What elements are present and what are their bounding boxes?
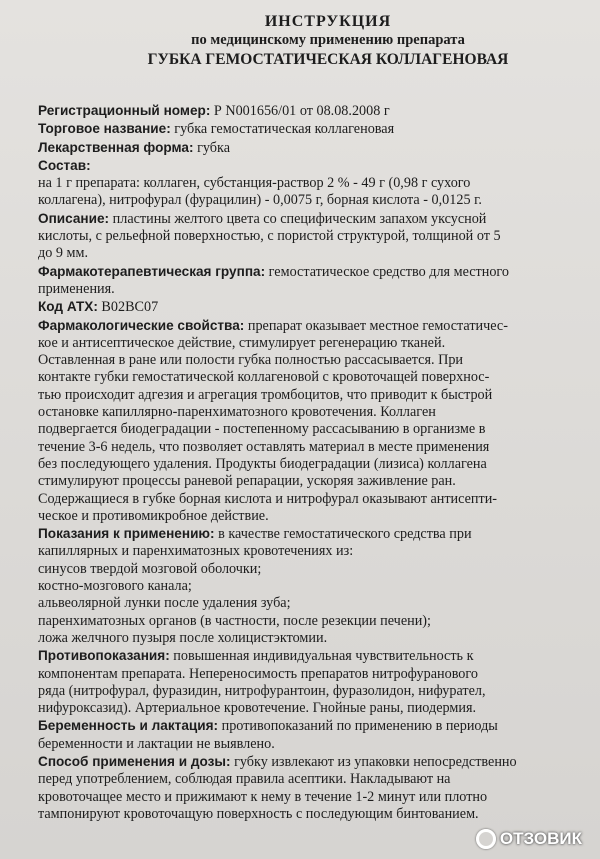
section-label: Регистрационный номер: [38,103,211,118]
document-title: ИНСТРУКЦИЯ [264,13,392,30]
section-label: Состав: [38,157,91,173]
section-label: Описание: [38,210,110,226]
line-text: на 1 г препарата: коллаген, субстанция-раствор 2 % - 49 г (0,98 г сухого [38,175,471,192]
document-body [38,102,578,823]
line-text: тампонируют кровоточащую поверхность с последующим бинтованием. [38,805,479,822]
line-text: кровоточащее место и прижимают к нему в течение 1-2 минут или плотно [38,788,488,805]
section-label: Торговое название: [38,121,171,137]
text-line [38,717,578,735]
line-text: губка [193,139,230,156]
line-text: препарат оказывает местное гемостатичес- [244,317,508,334]
text-line [38,456,578,473]
line-text: до 9 мм. [38,245,89,262]
watermark-text: ОТЗОВИК [499,829,582,848]
line-text: коллагена), нитрофурал (фурацилин) - 0,0075 г, борная кислота - 0,0125 г. [38,192,482,209]
line-text: Содержащиеся в губке борная кислота и нитрофурал оказывают антисепти- [38,490,498,507]
text-line [38,753,578,771]
line-text: костно-мозгового канала; [38,578,192,595]
text-line [38,613,578,630]
line-text: Р N001656/01 от 08.08.2008 г [210,103,390,119]
section-label: Противопоказания: [38,648,170,664]
text-line [38,666,578,683]
text-line [38,317,578,335]
line-text: подвергается биодеградации - постепенному рассасыванию в организме в [38,421,486,438]
line-text: течение 3-6 недель, что позволяет оставлять материал в месте применения [38,438,490,455]
text-line [38,543,578,560]
text-line [38,491,578,508]
section-label: Фармакологические свойства: [38,317,245,333]
line-text: альвеолярной лунки после удаления зуба; [38,595,291,612]
line-text: губку извлекают из упаковки непосредственно [230,753,517,770]
text-line [38,210,578,228]
text-line [38,192,578,209]
line-text: применения. [38,280,115,297]
text-line [38,789,578,806]
text-line [38,281,578,298]
text-line [38,630,578,647]
text-line [38,139,578,157]
text-line [38,102,578,120]
line-text: компонентам препарата. Непереносимость препаратов нитрофуранового [38,665,478,682]
line-text: капиллярных и паренхиматозных кровотечениях из: [38,543,354,560]
text-line [38,508,578,525]
line-text: беременности и лактации не выявлено. [38,735,275,752]
section-label: Показания к применению: [38,526,215,542]
text-line [38,578,578,595]
section-label: Беременность и лактация: [38,718,219,734]
text-line [38,806,578,823]
line-text: В02ВС07 [97,299,159,316]
otzovik-watermark [476,829,582,849]
text-line [38,228,578,245]
text-line [38,421,578,438]
text-line [38,387,578,404]
otzovik-logo-icon [476,829,496,849]
section-label: Фармакотерапевтическая группа: [38,263,266,279]
text-line [38,473,578,490]
text-line [38,175,578,192]
line-text: пластины желтого цвета со специфическим запахом уксусной [109,210,487,227]
text-line [38,369,578,386]
text-line [38,404,578,421]
section-label: Лекарственная форма: [38,139,194,155]
text-line [38,245,578,262]
line-text: остановке капиллярно-паренхиматозного кровотечения. Коллаген [38,404,436,421]
text-line [38,263,578,281]
text-line [38,157,578,175]
section-label: Код АТХ: [38,299,98,315]
line-text: без последующего удаления. Продукты биодеградации (лизиса) коллагена [38,455,487,472]
text-line [38,352,578,369]
document-header [38,12,578,69]
document-subtitle: по медицинскому применению препарата [191,32,465,48]
line-text: нифуроксазид). Артериальное кровотечение. Гнойные раны, пиодермия. [38,700,477,717]
line-text: контакте губки гемостатической коллагеновой с кровоточащей поверхнос- [38,369,490,386]
line-text: в качестве гемостатического средства при [214,526,472,543]
text-line [38,647,578,665]
text-line [38,595,578,612]
line-text: перед употреблением, соблюдая правила асептики. Накладывают на [38,771,451,788]
text-line [38,736,578,753]
text-line [38,771,578,788]
line-text: Оставленная в ране или полости губка полностью рассасывается. При [38,352,464,369]
line-text: губка гемостатическая коллагеновая [170,121,395,138]
line-text: повышенная индивидуальная чувствительность к [169,648,474,665]
line-text: синусов твердой мозговой оболочки; [38,560,262,577]
line-text: кислоты, с рельефной поверхностью, с пористой структурой, толщиной от 5 [38,228,501,245]
text-line [38,298,578,316]
line-text: противопоказаний по применению в периоды [218,718,498,735]
line-text: ческое и противомикробное действие. [38,507,269,524]
text-line [38,561,578,578]
line-text: паренхиматозных органов (в частности, после резекции печени); [38,612,431,629]
text-line [38,120,578,138]
section-label: Способ применения и дозы: [38,753,231,769]
line-text: ложа желчного пузыря после холицистэктомии. [38,629,328,646]
text-line [38,700,578,717]
line-text: кое и антисептическое действие, стимулирует регенерацию тканей. [38,334,446,351]
line-text: ряда (нитрофурал, фуразидин, нитрофурантоин, фуразолидон, нифурател, [38,682,486,699]
line-text: тью происходит адгезия и агрегация тромбоцитов, что приводит к быстрой [38,386,493,403]
line-text: гемостатическое средство для местного [265,263,509,280]
text-line [38,525,578,543]
text-line [38,335,578,352]
product-name: ГУБКА ГЕМОСТАТИЧЕСКАЯ КОЛЛАГЕНОВАЯ [147,51,509,68]
line-text: стимулируют процессы раневой репарации, ускоряя заживление ран. [38,473,456,490]
text-line [38,683,578,700]
text-line [38,439,578,456]
